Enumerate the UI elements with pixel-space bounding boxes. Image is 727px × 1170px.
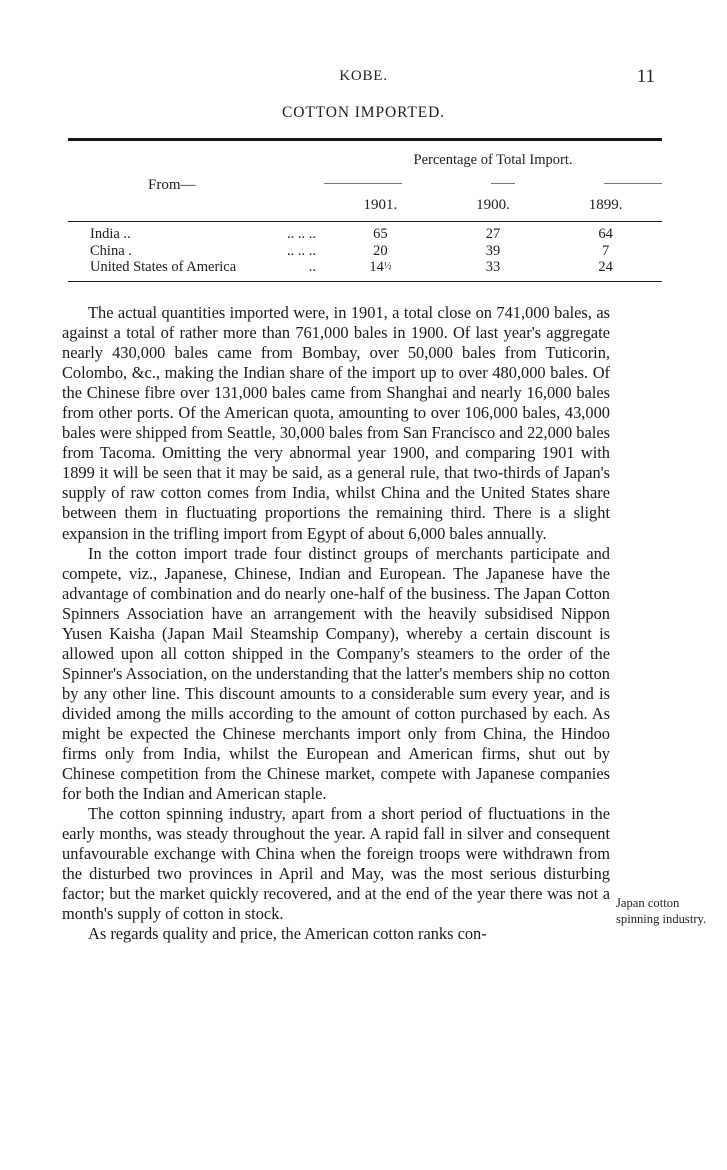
table-row xyxy=(68,243,662,260)
row-values xyxy=(324,259,662,276)
row-leader-dots: .. .. .. xyxy=(287,242,316,259)
running-head xyxy=(0,68,727,90)
row-label-india xyxy=(68,226,324,243)
column-header-1900: 1900. xyxy=(476,197,510,213)
row-leader-dots: .. xyxy=(308,259,316,275)
table-body xyxy=(68,222,662,281)
cell-india-1899: 64 xyxy=(598,226,613,242)
table-span-rules xyxy=(324,183,662,184)
cell-usa-1901-fraction: ½ xyxy=(383,261,392,273)
cell-china-1901: 20 xyxy=(373,242,388,259)
row-values xyxy=(324,226,662,243)
cell-india-1900: 27 xyxy=(485,226,501,242)
span-rule-2 xyxy=(491,183,515,184)
table-caption: COTTON IMPORTED. xyxy=(281,104,446,121)
paragraph-quality-and-price: As regards quality and price, the American cotton ranks con- xyxy=(88,924,487,944)
column-header-1901: 1901. xyxy=(363,197,398,213)
cotton-imported-table xyxy=(68,138,662,282)
paragraph-merchant-groups: In the cotton import trade four distinct groups of merchants participate and compete, viz., Japanese, Chinese, Indian and European. The Japanese have the advantage of combination and do nearly one-half of the business. The Japan Cotton Spinners Association have an arrangement with the heavily subsidised Nippon Yusen Kaisha (Japan Mail Steamship Company), whereby a certain discount is allowed upon all cotton shipped in the Company's steamers to the order of the Spinner's Association, on the understanding that the latter's members ship no cotton by any other line. This discount amounts to a considerable sum every year, and is divided among the mills according to the amount of cotton purchased by each. As might be expected the Chinese merchants import only from China, the Hindoo firms only from India, whilst the European and American firms, shut out by Chinese competition from the Chinese market, compete with Japanese companies for both the Indian and American staple. xyxy=(62,543,610,804)
table-from-label: From— xyxy=(148,177,196,193)
table-row xyxy=(68,226,662,243)
table-bottom-rule xyxy=(68,281,662,282)
cell-usa-1901-whole: 14 xyxy=(369,259,384,275)
cell-usa-1899: 24 xyxy=(598,259,613,275)
margin-note: Japan cotton spinning industry. xyxy=(616,896,707,926)
table-header xyxy=(68,141,662,221)
row-label-text: India .. xyxy=(90,226,131,242)
page-number: 11 xyxy=(636,66,655,87)
row-leader-dots: .. .. .. xyxy=(287,226,316,242)
paragraph-spinning-industry: The cotton spinning industry, apart from a short period of fluctuations in the early months, was steady throughout the year. A rapid fall in silver and consequent unfavourable exchange with China when the foreign troops were withdrawn from the disturbed two provinces in April and May, was the most serious disturbing factor; but the market quickly recovered, and at the end of the year there was not a month's supply of cotton in stock. xyxy=(62,804,610,924)
span-rule-3 xyxy=(604,183,662,184)
table-group-header: Percentage of Total Import. xyxy=(413,152,573,168)
row-label-china xyxy=(68,243,324,260)
row-label-text: China . xyxy=(90,242,132,259)
running-head-title: KOBE. xyxy=(339,68,388,84)
cell-china-1900: 39 xyxy=(485,242,501,259)
row-values xyxy=(324,243,662,260)
table-year-header-row xyxy=(324,197,662,214)
body-text-column xyxy=(62,303,610,945)
cell-india-1901: 65 xyxy=(373,226,388,242)
table-row xyxy=(68,259,662,276)
row-label-united-states xyxy=(68,259,324,276)
cell-usa-1901 xyxy=(324,259,437,276)
paragraph-quantities-imported: The actual quantities imported were, in 1901, a total close on 741,000 bales, as against a total of rather more than 761,000 bales in 1900. Of last year's aggregate nearly 430,000 bales came from Bombay, over 50,000 bales from Tuticorin, Colombo, &c., making the Indian share of the import up to over 480,000 bales. Of the Chinese fibre over 131,000 bales came from Shanghai and nearly 16,000 bales from other ports. Of the American quota, amounting to over 106,000 bales, 43,000 bales were shipped from Seattle, 30,000 bales from San Francisco and 22,000 bales from Tacoma. Omitting the very abnormal year 1900, and comparing 1901 with 1899 it will be seen that it may be said, as a general rule, that two-thirds of Japan's supply of raw cotton comes from India, whilst China and the United States share between them in fluctuating proportions the remaining third. There is a slight expansion in the trifling import from Egypt of about 6,000 bales annually. xyxy=(62,303,610,543)
row-label-text: United States of America xyxy=(90,259,237,275)
column-header-1899: 1899. xyxy=(588,197,623,213)
cell-china-1899: 7 xyxy=(602,242,610,259)
span-rule-1 xyxy=(324,183,402,184)
cell-usa-1900: 33 xyxy=(485,259,501,275)
